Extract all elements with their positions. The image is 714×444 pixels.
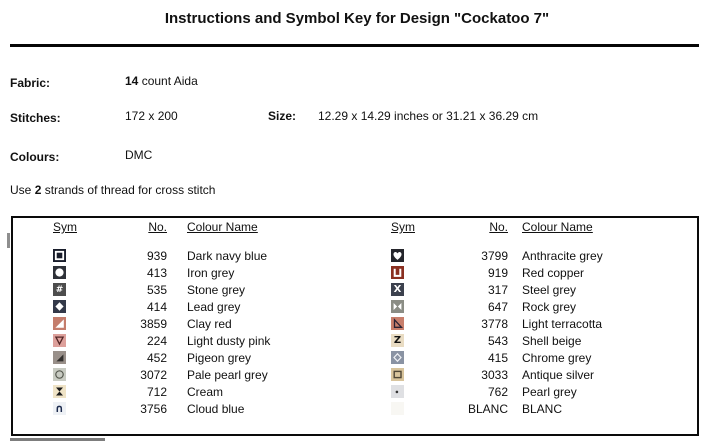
- key-row: [53, 281, 270, 298]
- key-row: [391, 383, 603, 400]
- colour-name: Anthracite grey: [522, 248, 603, 263]
- key-row: [53, 332, 270, 349]
- key-rows-right: [391, 247, 603, 417]
- fabric-label: Fabric:: [10, 76, 51, 90]
- title-divider: [10, 44, 699, 47]
- symbol-glyph: X: [393, 284, 402, 295]
- colour-name: Red copper: [522, 265, 585, 280]
- colour-name: Dark navy blue: [187, 248, 268, 263]
- circle-filled-icon: [53, 266, 66, 279]
- key-row: [391, 247, 603, 264]
- colour-number: 452: [146, 350, 167, 365]
- colour-number: 3072: [140, 367, 167, 382]
- colour-number: 414: [146, 299, 167, 314]
- colour-name: Pale pearl grey: [187, 367, 268, 382]
- colour-number: 3859: [140, 316, 167, 331]
- key-row: [391, 298, 603, 315]
- none-icon: [391, 402, 404, 415]
- colour-name: Iron grey: [187, 265, 235, 280]
- key-row: [391, 400, 603, 417]
- colour-number: 535: [146, 282, 167, 297]
- scrollbar-fragment-bottom: [10, 438, 105, 441]
- colour-number: 224: [146, 333, 167, 348]
- colour-name: Pigeon grey: [187, 350, 252, 365]
- colours-label: Colours:: [10, 150, 60, 164]
- colour-number: 712: [146, 384, 167, 399]
- header-colour-name: Colour Name: [522, 220, 593, 234]
- diamond-outline-icon: [391, 351, 404, 364]
- stitches-value: 172 x 200: [125, 109, 178, 123]
- colour-number: BLANC: [467, 401, 508, 416]
- colour-number: 317: [487, 282, 508, 297]
- key-row: [391, 264, 603, 281]
- key-header-row: [53, 220, 258, 236]
- colour-name: Cream: [187, 384, 224, 399]
- circle-outline-icon: [53, 368, 66, 381]
- header-colour-name: Colour Name: [187, 220, 258, 234]
- colour-name: Shell beige: [522, 333, 582, 348]
- square-outline-open-icon: [391, 368, 404, 381]
- key-row: [53, 366, 270, 383]
- dot-icon: [391, 385, 404, 398]
- symbol-key-table: [11, 216, 699, 436]
- colour-name: Steel grey: [522, 282, 577, 297]
- header-sym: Sym: [53, 220, 77, 234]
- key-row: [391, 281, 603, 298]
- stitches-label: Stitches:: [10, 111, 61, 125]
- tri-lower-right-icon: [53, 317, 66, 330]
- key-row: [53, 264, 270, 281]
- colour-name: Clay red: [187, 316, 232, 331]
- tri-down-outline-icon: [53, 334, 66, 347]
- colour-name: Lead grey: [187, 299, 241, 314]
- tri-lower-left-outline-icon: [391, 317, 404, 330]
- heart-icon: [391, 249, 404, 262]
- key-column-right: [391, 218, 603, 416]
- colour-name: Light terracotta: [522, 316, 603, 331]
- header-no: No.: [148, 220, 167, 234]
- header-sym: Sym: [391, 220, 415, 234]
- colour-number: 543: [487, 333, 508, 348]
- colour-number: 413: [146, 265, 167, 280]
- X-symbol-icon: [391, 283, 404, 296]
- colours-value: DMC: [125, 148, 153, 162]
- strands-note: Use 2 strands of thread for cross stitch: [10, 183, 216, 197]
- page-title: Instructions and Symbol Key for Design "Cockatoo 7": [164, 10, 550, 27]
- Z-symbol-icon: [391, 334, 404, 347]
- colour-number: 762: [487, 384, 508, 399]
- colour-number: 647: [487, 299, 508, 314]
- colour-number: 3799: [481, 248, 508, 263]
- size-value: 12.29 x 14.29 inches or 31.21 x 36.29 cm: [318, 109, 539, 123]
- #-symbol-icon: [53, 283, 66, 296]
- fabric-value: 14 count Aida: [125, 74, 198, 88]
- colour-number: 939: [146, 248, 167, 263]
- hourglass-icon: [53, 385, 66, 398]
- key-column-left: [53, 218, 271, 416]
- key-row: [53, 247, 270, 264]
- key-row: [53, 349, 270, 366]
- colour-number: 3756: [140, 401, 167, 416]
- colour-name: Light dusty pink: [187, 333, 271, 348]
- symbol-glyph: #: [55, 284, 64, 295]
- colour-name: Chrome grey: [522, 350, 592, 365]
- symbol-glyph: Z: [393, 335, 402, 346]
- key-row: [53, 400, 270, 417]
- key-row: [391, 349, 603, 366]
- key-header-row: [391, 220, 593, 236]
- diamond-filled-icon: [53, 300, 66, 313]
- colour-name: Cloud blue: [187, 401, 245, 416]
- colour-number: 919: [487, 265, 508, 280]
- key-row: [53, 315, 270, 332]
- symbol-glyph: ∩: [55, 402, 64, 415]
- key-row: [391, 332, 603, 349]
- colour-number: 3778: [481, 316, 508, 331]
- colour-name: BLANC: [522, 401, 563, 416]
- colour-name: Pearl grey: [522, 384, 577, 399]
- colour-name: Rock grey: [522, 299, 577, 314]
- colour-name: Antique silver: [522, 367, 595, 382]
- scrollbar-fragment-left: [7, 233, 10, 248]
- key-row: [53, 298, 270, 315]
- colour-number: 3033: [481, 367, 508, 382]
- square-cup-icon: [391, 266, 404, 279]
- header-no: No.: [489, 220, 508, 234]
- ∩-symbol-icon: [53, 402, 66, 415]
- colour-name: Stone grey: [187, 282, 246, 297]
- size-label: Size:: [268, 109, 297, 123]
- key-row: [391, 315, 603, 332]
- key-row: [391, 366, 603, 383]
- colour-number: 415: [487, 350, 508, 365]
- square-outline-icon: [53, 249, 66, 262]
- key-row: [53, 383, 270, 400]
- key-rows-left: [53, 247, 270, 417]
- tri-lower-right-small-icon: [53, 351, 66, 364]
- bowtie-icon: [391, 300, 404, 313]
